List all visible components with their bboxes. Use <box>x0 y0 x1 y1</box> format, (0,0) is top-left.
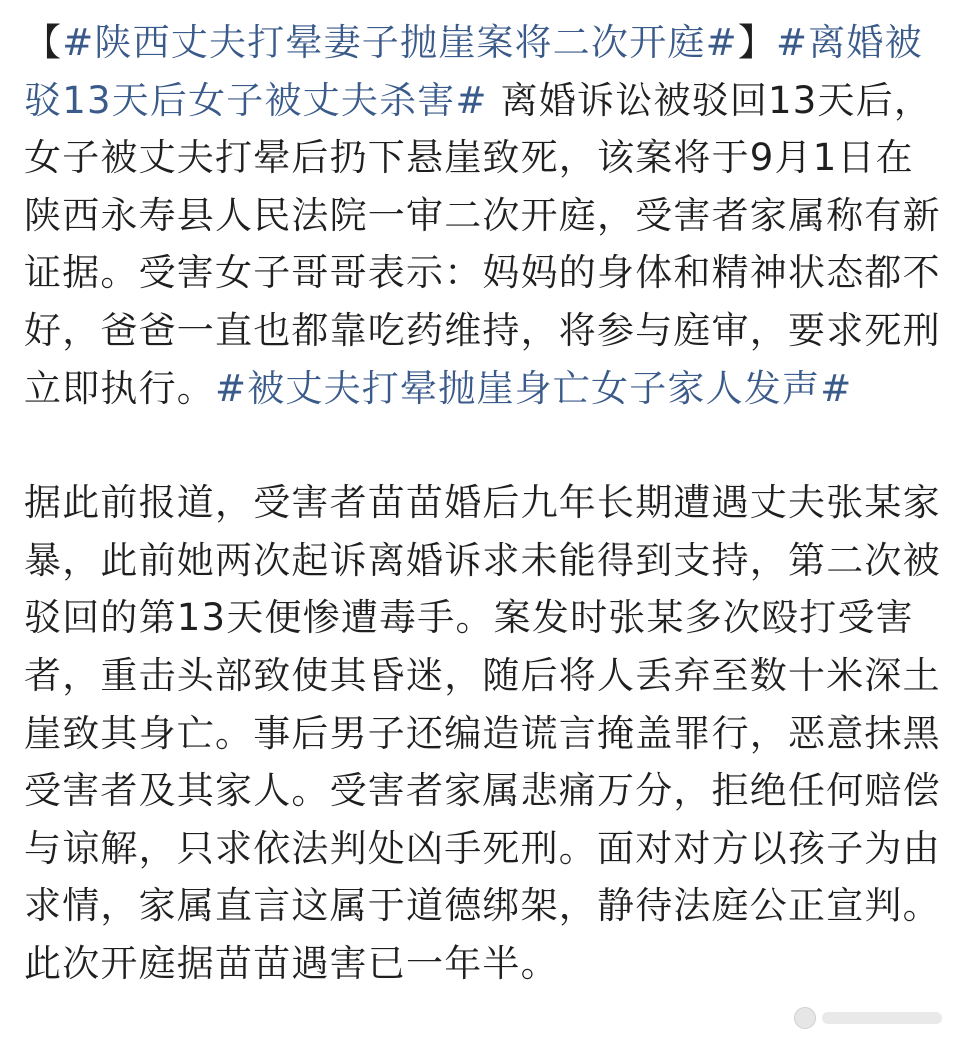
post-paragraph-1 <box>24 14 942 417</box>
post-text-1: 离婚诉讼被驳回13天后，女子被丈夫打晕后扔下悬崖致死，该案将于9月1日在陕西永寿县人民法院一审二次开庭，受害者家属称有新证据。受害女子哥哥表示：妈妈的身体和精神状态都不好，爸爸一直也都靠吃药维持，将参与庭审，要求死刑立即执行。 <box>24 78 941 410</box>
watermark-text-blur <box>822 1012 942 1024</box>
topic-link-2[interactable]: #离婚被驳13天后女子被丈夫杀害# <box>24 21 923 122</box>
bracket-close: 】 <box>737 21 777 64</box>
watermark-logo-icon <box>794 1007 816 1029</box>
paragraph-spacer <box>24 417 942 474</box>
bracket-open: 【 <box>24 21 63 64</box>
topic-link-3[interactable]: #被丈夫打晕抛崖身亡女子家人发声# <box>215 366 853 410</box>
post-body <box>24 14 942 993</box>
topic-link-1[interactable]: #陕西丈夫打晕妻子抛崖案将二次开庭# <box>62 21 738 64</box>
post-paragraph-2: 据此前报道，受害者苗苗婚后九年长期遭遇丈夫张某家暴，此前她两次起诉离婚诉求未能得到支持，第二次被驳回的第13天便惨遭毒手。案发时张某多次殴打受害者，重击头部致使其昏迷，随后将人丢弃至数十米深土崖致其身亡。事后男子还编造谎言掩盖罪行，恶意抹黑受害者及其家人。受害者家属悲痛万分，拒绝任何赔偿与谅解，只求依法判处凶手死刑。面对对方以孩子为由求情，家属直言这属于道德绑架，静待法庭公正宣判。此次开庭据苗苗遇害已一年半。 <box>24 481 941 985</box>
watermark <box>786 1006 942 1030</box>
